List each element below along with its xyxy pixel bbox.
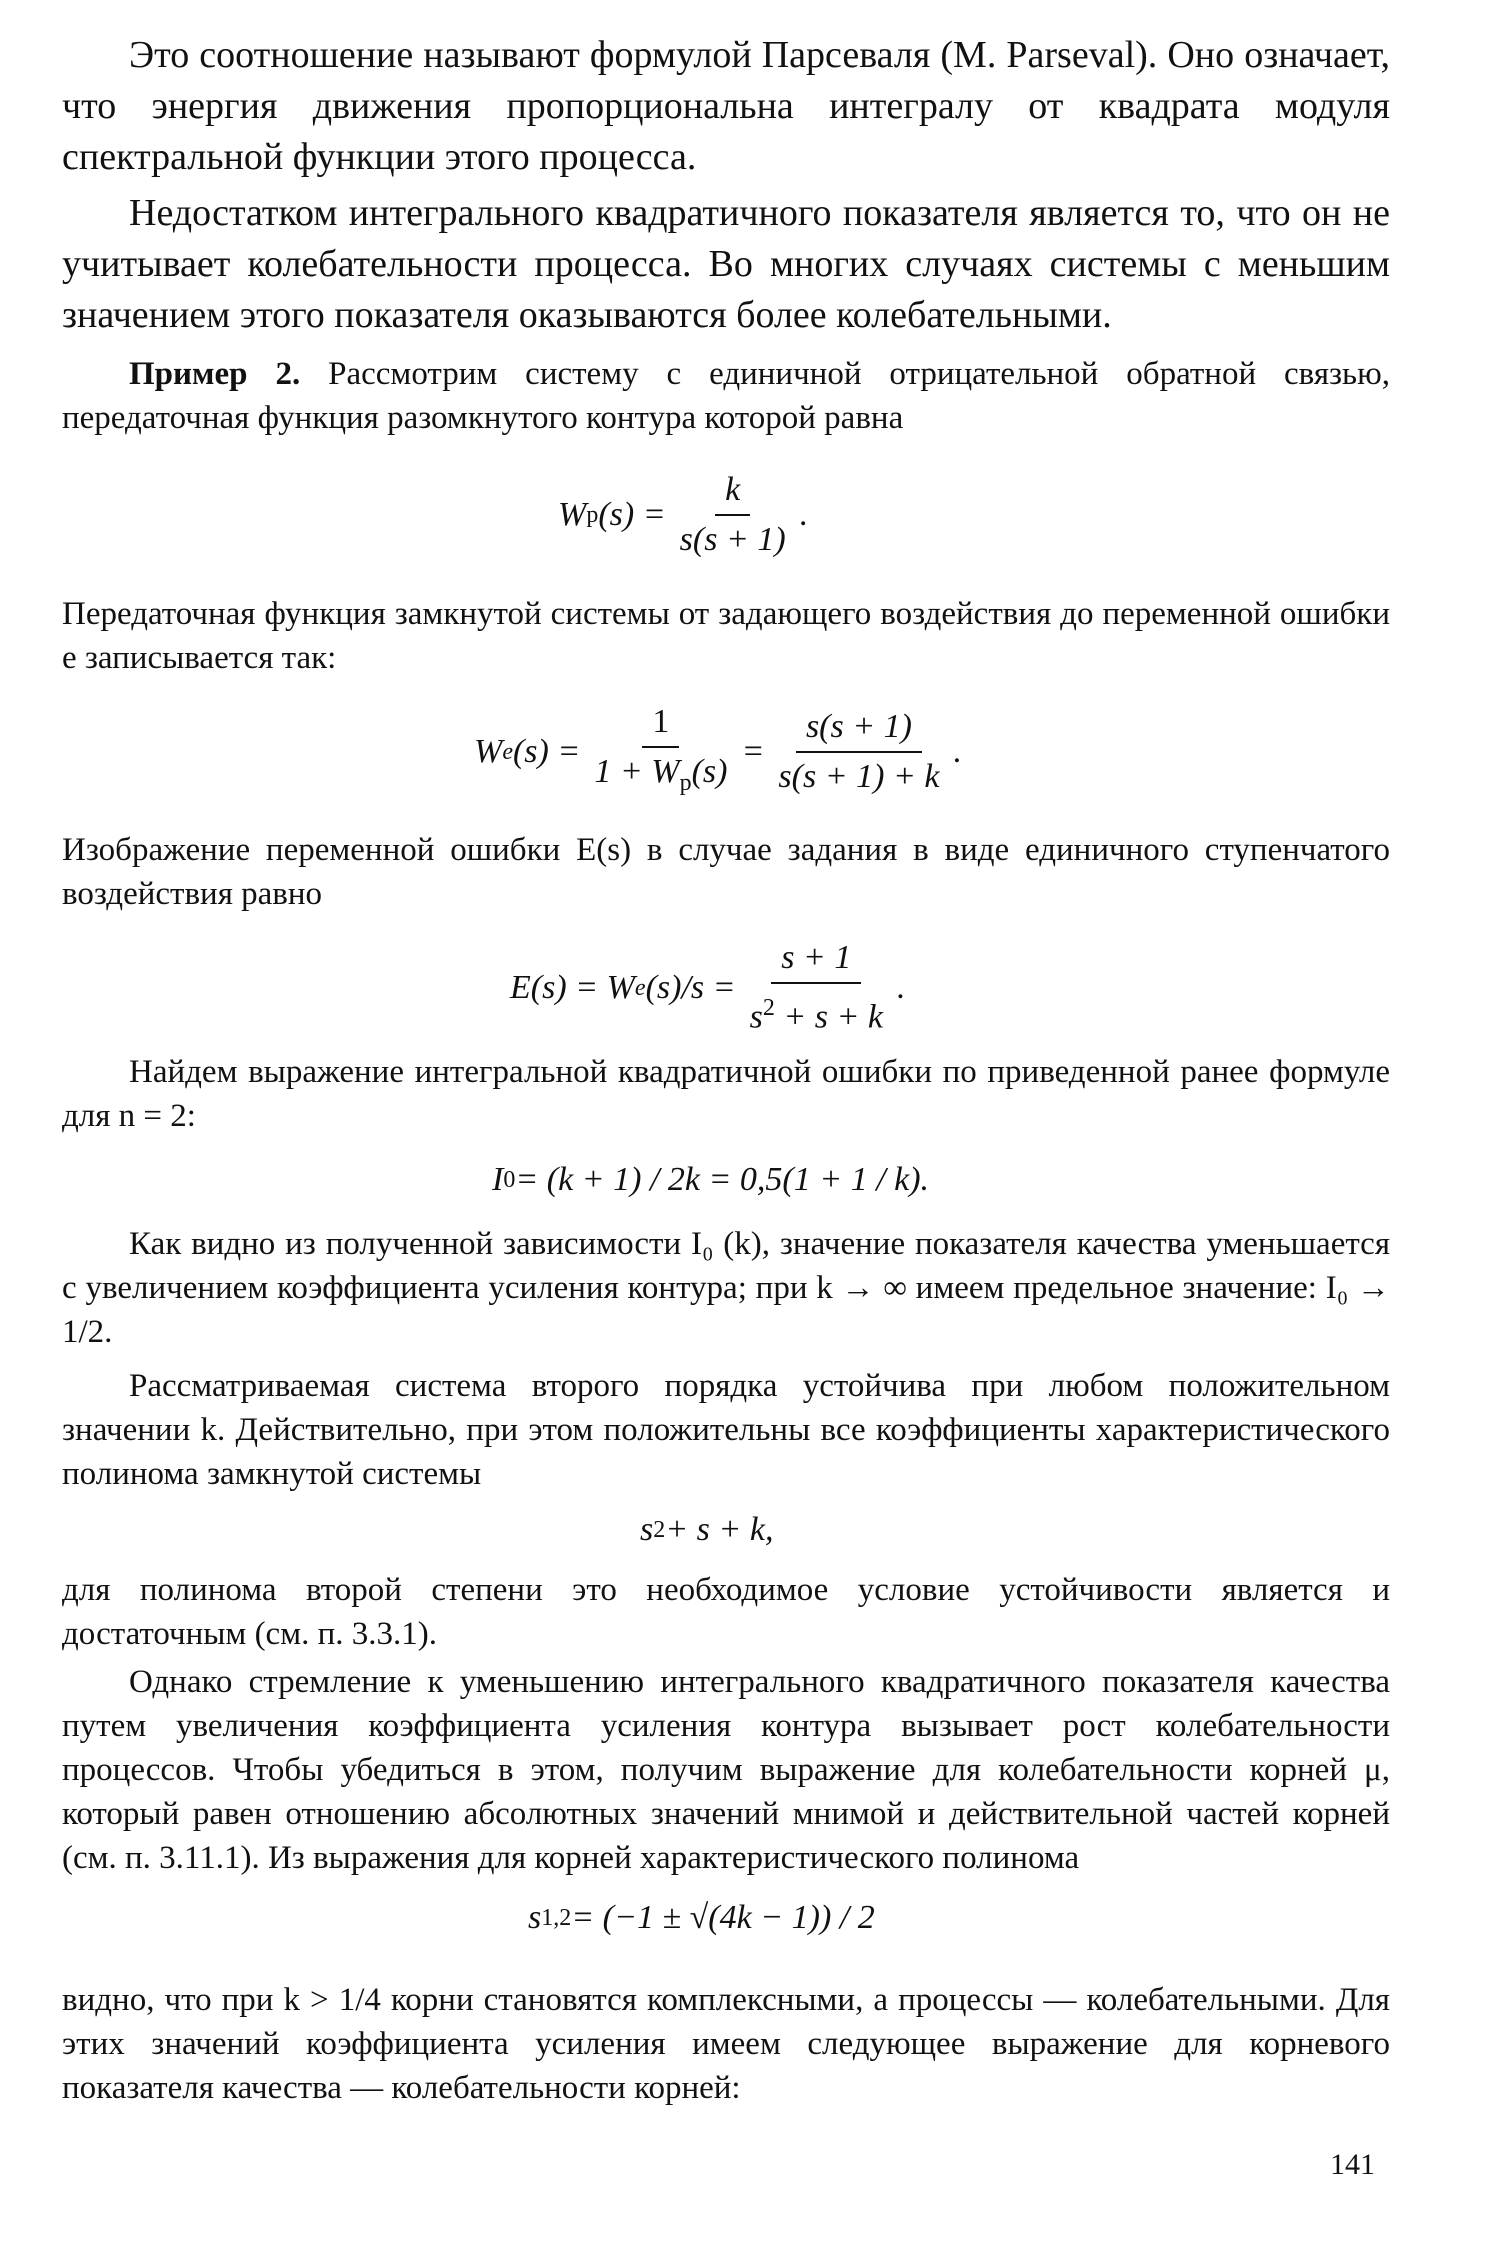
formula-roots <box>528 1898 875 1938</box>
i0-rhs: = (k + 1) / 2k = 0,5(1 + 1 / k). <box>515 1161 930 1198</box>
formula-wp: W p (s) = $\frac{k}{s(s + 1)}$ . <box>558 471 809 558</box>
page-number: 141 <box>1330 2148 1375 2181</box>
example-label: Пример 2. <box>129 356 301 392</box>
we-den1-tail: (s) <box>691 753 728 790</box>
we-arg: (s) = <box>512 733 581 771</box>
we-numerator-1: 1 <box>642 702 679 748</box>
paragraph-integral-error: Найдем выражение интегральной квадратичной ошибки по приведенной ранее формуле для n = 2: <box>62 1054 1390 1134</box>
wp-arg: (s) = <box>598 496 666 533</box>
paragraph-dependence: Как видно из полученной зависимости I₀ (k), значение показателя качества уменьшается с увеличением коэффициента усиления контура; при k → ∞ имеем предельное значение: I₀ → 1/2. <box>62 1226 1390 1350</box>
wp-numerator: k <box>715 470 750 516</box>
example-text: Рассмотрим систему с единичной отрицательной обратной связью, передаточная функция разомкнутого контура которой равна <box>62 356 1390 436</box>
wp-denominator: s(s + 1) <box>679 521 786 558</box>
es-den-a: s <box>749 998 763 1036</box>
we-lhs: W <box>474 733 503 771</box>
paragraph-example-2 <box>62 352 1390 440</box>
roots-rhs: = (−1 ± √(4k − 1)) / 2 <box>571 1899 875 1936</box>
paragraph-closed-loop: Передаточная функция замкнутой системы от задающего воздействия до переменной ошибки e записывается так: <box>62 596 1390 676</box>
formula-es: E(s) = W e (s)/s = $\frac{s + 1}{s^2 + s + k}$ . <box>510 939 906 1036</box>
formula-polynomial <box>640 1510 773 1550</box>
i0-sub: 0 <box>503 1167 516 1193</box>
we-den1-sub: p <box>679 769 692 796</box>
roots-s: s <box>528 1899 542 1936</box>
paragraph-stability: Рассматриваемая система второго порядка устойчива при любом положительном значении k. Действительно, при этом положительны все коэффициенты характеристического полинома замкнутой системы <box>62 1368 1390 1492</box>
paragraph-oscillation: Однако стремление к уменьшению интегрального квадратичного показателя качества путем увеличения коэффициента усиления контура вызывает рост колебательности процессов. Чтобы убедиться в этом, получим выражение для колебательности корней μ, который равен отношению абсолютных значений мнимой и действительной частей корней (см. п. 3.11.1). Из выражения для корней характеристического полинома <box>62 1664 1390 1876</box>
we-fraction-2 <box>768 707 949 797</box>
paragraph-sufficient: для полинома второй степени это необходимое условие устойчивости является и достаточным (см. п. 3.3.1). <box>62 1572 1390 1652</box>
es-denominator <box>740 984 893 1037</box>
es-lhs: E(s) = W <box>510 968 635 1006</box>
paragraph-error-image: Изображение переменной ошибки E(s) в случае задания в виде единичного ступенчатого воздействия равно <box>62 832 1390 912</box>
i0-lhs: I <box>492 1161 504 1198</box>
es-mid: (s)/s = <box>645 968 736 1006</box>
paragraph-complex-roots: видно, что при k > 1/4 корни становятся комплексными, а процессы — колебательными. Для этих значений коэффициента усиления имеем следующее выражение для корневого показателя качества — колебательности корней: <box>62 1982 1390 2106</box>
es-den-sup: 2 <box>762 995 775 1021</box>
we-fraction-1 <box>584 702 737 803</box>
we-denominator-1 <box>584 748 737 803</box>
we-numerator-2: s(s + 1) <box>796 707 922 753</box>
wp-lhs: W <box>558 496 587 533</box>
wp-fraction <box>670 470 796 560</box>
es-fraction <box>740 938 893 1037</box>
we-den1-text: 1 + W <box>594 753 680 790</box>
paragraph-parseval: Это соотношение называют формулой Парсеваля (M. Parseval). Оно означает, что энергия движения пропорциональна интегралу от квадрата модуля спектральной функции этого процесса. <box>62 34 1390 178</box>
poly-s: s <box>640 1511 654 1548</box>
es-sub: e <box>634 974 646 1001</box>
poly-sup: 2 <box>653 1517 666 1543</box>
we-sub: e <box>502 739 513 766</box>
formula-i0 <box>492 1160 929 1200</box>
es-den-b: + s + k <box>774 998 884 1036</box>
formula-we: W e (s) = $\frac{1}{1 + W_p(s)}$ = $\frac{s(s + 1)}{s(s + 1) + k}$ . <box>474 702 962 803</box>
poly-rest: + s + k, <box>665 1511 774 1548</box>
wp-sub: p <box>586 502 599 528</box>
roots-sub: 1,2 <box>541 1905 572 1931</box>
we-denominator-2: s(s + 1) + k <box>778 758 940 796</box>
paragraph-drawback: Недостатком интегрального квадратичного показателя является то, что он не учитывает колебательности процесса. Во многих случаях системы с меньшим значением этого показателя оказываются более колебательными. <box>62 192 1390 336</box>
es-numerator: s + 1 <box>771 938 861 984</box>
